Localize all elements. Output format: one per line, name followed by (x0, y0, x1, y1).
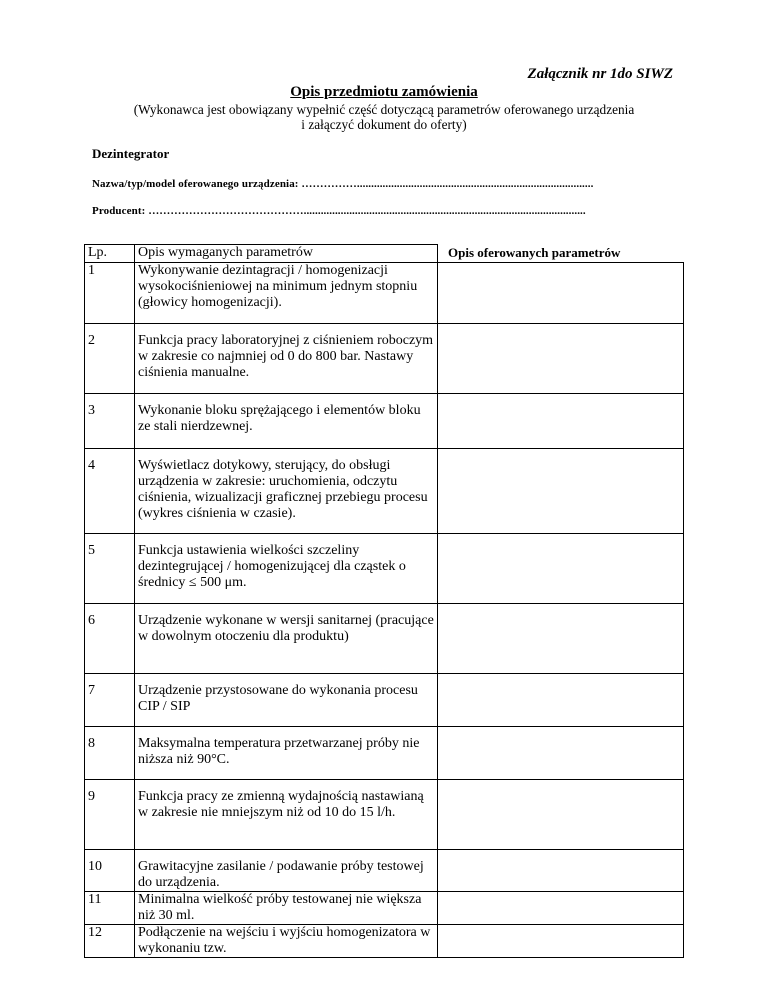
table-row (85, 780, 684, 850)
document-subtitle (0, 102, 768, 132)
row-num: 6 (85, 604, 135, 674)
row-text: Urządzenie przystosowane do wykonania procesu CIP / SIP (135, 674, 438, 727)
offer-cell[interactable] (438, 780, 684, 850)
offer-cell[interactable] (438, 925, 684, 958)
offer-cell[interactable] (438, 263, 684, 324)
row-text: Grawitacyjne zasilanie / podawanie próby testowej do urządzenia. (135, 850, 438, 892)
header-num: Lp. (85, 245, 135, 263)
table-row (85, 892, 684, 925)
table-row (85, 925, 684, 958)
row-text: Wyświetlacz dotykowy, sterujący, do obsługi urządzenia w zakresie: uruchomienia, odczytu ciśnienia, wizualizacji graficznej przebiegu procesu (wykres ciśnienia w czasie). (135, 449, 438, 534)
row-num: 8 (85, 727, 135, 780)
offer-cell[interactable] (438, 324, 684, 394)
offer-cell[interactable] (438, 892, 684, 925)
row-text: Maksymalna temperatura przetwarzanej próby nie niższa niż 90°C. (135, 727, 438, 780)
row-num: 1 (85, 263, 135, 324)
subtitle-line-1: (Wykonawca jest obowiązany wypełnić część dotyczącą parametrów oferowanego urządzenia (133, 102, 635, 117)
row-num: 3 (85, 394, 135, 449)
section-title: Dezintegrator (92, 146, 170, 161)
offer-cell[interactable] (438, 534, 684, 604)
row-num: 7 (85, 674, 135, 727)
table-row (85, 850, 684, 892)
model-field: Nazwa/typ/model oferowanego urządzenia: ……………................................................................................... (92, 178, 594, 190)
row-num: 10 (85, 850, 135, 892)
header-offered: Opis oferowanych parametrów (448, 244, 621, 260)
offer-cell[interactable] (438, 604, 684, 674)
row-text: Minimalna wielkość próby testowanej nie większa niż 30 ml. (135, 892, 438, 925)
table-row (85, 604, 684, 674)
row-text: Funkcja pracy laboratoryjnej z ciśnieniem roboczym w zakresie co najmniej od 0 do 800 bar. Nastawy ciśnienia manualne. (135, 324, 438, 394)
parameters-table (84, 244, 684, 958)
offer-cell[interactable] (438, 394, 684, 449)
table-row (85, 534, 684, 604)
table-header-row (85, 245, 684, 263)
row-text: Podłączenie na wejściu i wyjściu homogenizatora w wykonaniu tzw. (135, 925, 438, 958)
row-text: Funkcja ustawienia wielkości szczeliny dezintegrującej / homogenizującej dla cząstek o średnicy ≤ 500 μm. (135, 534, 438, 604)
row-text: Wykonanie bloku sprężającego i elementów bloku ze stali nierdzewnej. (135, 394, 438, 449)
header-required: Opis wymaganych parametrów (135, 245, 438, 263)
document-title: Opis przedmiotu zamówienia (290, 84, 478, 100)
subtitle-line-2: i załączyć dokument do oferty) (301, 117, 467, 132)
row-num: 11 (85, 892, 135, 925)
row-text: Urządzenie wykonane w wersji sanitarnej (pracujące w dowolnym otoczeniu dla produktu) (135, 604, 438, 674)
row-text: Wykonywanie dezintagracji / homogenizacji wysokociśnieniowej na minimum jednym stopniu (głowicy homogenizacji). (135, 263, 438, 324)
producer-field: Producent: ……………………………………................................................................................................... (92, 205, 586, 217)
row-num: 9 (85, 780, 135, 850)
row-num: 4 (85, 449, 135, 534)
offer-cell[interactable] (438, 449, 684, 534)
row-num: 12 (85, 925, 135, 958)
offer-cell[interactable] (438, 850, 684, 892)
row-num: 5 (85, 534, 135, 604)
table-row (85, 394, 684, 449)
offer-cell[interactable] (438, 727, 684, 780)
annex-label: Załącznik nr 1do SIWZ (527, 66, 673, 82)
table-row (85, 449, 684, 534)
table-row (85, 324, 684, 394)
row-text: Funkcja pracy ze zmienną wydajnością nastawianą w zakresie nie mniejszym niż od 10 do 15 l/h. (135, 780, 438, 850)
table-row (85, 263, 684, 324)
table-row (85, 674, 684, 727)
offer-cell[interactable] (438, 674, 684, 727)
row-num: 2 (85, 324, 135, 394)
table-row (85, 727, 684, 780)
